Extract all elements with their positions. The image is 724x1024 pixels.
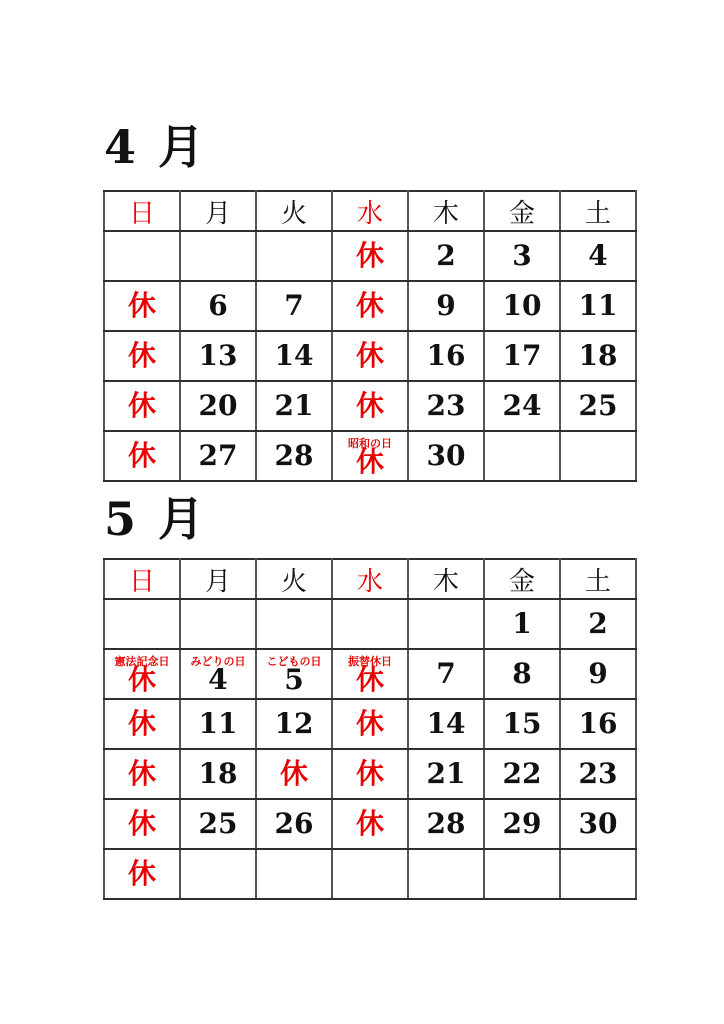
day-number: 18 [198,757,238,791]
day-number: 3 [512,239,532,273]
empty-day-cell [180,231,256,281]
empty-day-cell [256,599,332,649]
holiday-mark: 休 [127,662,156,696]
month-title-may: 5 月 [104,492,208,546]
day-number: 15 [502,707,542,741]
holiday-mark: 休 [355,339,384,373]
holiday-name-label: こどもの日 [266,654,322,668]
day-cell [180,649,256,699]
day-cell [484,331,560,381]
day-cell [104,799,180,849]
holiday-mark: 休 [355,389,384,423]
day-number: 29 [502,807,542,841]
day-number: 6 [208,289,228,323]
weekday-header: 水 [332,559,408,599]
day-number: 11 [578,289,618,323]
empty-day-cell [408,849,484,899]
weekday-header: 水 [332,191,408,231]
day-cell [408,649,484,699]
holiday-mark: 休 [279,757,308,791]
weekday-header: 土 [560,191,636,231]
weekday-header: 金 [484,559,560,599]
weekday-header: 木 [408,191,484,231]
empty-day-cell [484,431,560,481]
day-cell [484,281,560,331]
holiday-mark: 休 [127,807,156,841]
day-cell [256,281,332,331]
day-cell [180,381,256,431]
day-cell [408,381,484,431]
day-cell [180,281,256,331]
day-number: 7 [436,657,456,691]
day-cell [332,281,408,331]
day-cell [104,849,180,899]
day-cell [560,331,636,381]
holiday-mark: 休 [127,289,156,323]
day-cell [180,799,256,849]
day-cell [104,281,180,331]
day-cell [332,331,408,381]
calendar-table-may [103,558,637,900]
day-number: 17 [502,339,542,373]
day-number: 23 [578,757,618,791]
day-cell [484,231,560,281]
day-cell [256,649,332,699]
day-cell [408,699,484,749]
weekday-header: 月 [180,191,256,231]
weekday-header: 金 [484,191,560,231]
day-cell [560,699,636,749]
day-cell [560,281,636,331]
week-row [104,749,636,799]
holiday-name-label: 振替休日 [348,654,392,668]
holiday-mark: 休 [355,757,384,791]
empty-day-cell [408,599,484,649]
day-number: 5 [284,662,304,696]
weekday-header: 土 [560,559,636,599]
day-number: 12 [274,707,314,741]
empty-day-cell [332,599,408,649]
empty-day-cell [180,599,256,649]
week-row [104,849,636,899]
day-cell [484,381,560,431]
day-number: 9 [588,657,608,691]
day-number: 26 [274,807,314,841]
holiday-name-label: 昭和の日 [348,436,392,450]
week-row [104,599,636,649]
day-cell [180,331,256,381]
day-cell [256,749,332,799]
day-cell [256,799,332,849]
day-cell [256,431,332,481]
day-cell [104,331,180,381]
day-cell [560,599,636,649]
day-number: 28 [426,807,466,841]
empty-day-cell [256,231,332,281]
week-row [104,699,636,749]
day-number: 23 [426,389,466,423]
day-cell [408,331,484,381]
day-number: 30 [426,439,466,473]
holiday-mark: 休 [355,289,384,323]
day-cell [104,649,180,699]
weekday-header: 木 [408,559,484,599]
holiday-mark: 休 [355,239,384,273]
day-number: 24 [502,389,542,423]
weekday-header-row [104,559,636,599]
day-cell [104,699,180,749]
day-cell [484,599,560,649]
day-number: 28 [274,439,314,473]
day-cell [256,331,332,381]
day-number: 22 [502,757,542,791]
holiday-mark: 休 [127,389,156,423]
day-cell [332,699,408,749]
day-cell [484,799,560,849]
week-row [104,331,636,381]
day-cell [560,799,636,849]
day-cell [332,799,408,849]
day-cell [408,281,484,331]
day-number: 2 [436,239,456,273]
day-cell [408,799,484,849]
empty-day-cell [560,849,636,899]
day-cell [332,431,408,481]
day-cell [256,381,332,431]
empty-day-cell [484,849,560,899]
day-cell [484,649,560,699]
holiday-name-label: 憲法記念日 [114,654,170,668]
day-number: 25 [578,389,618,423]
holiday-mark: 休 [355,807,384,841]
day-number: 11 [198,707,238,741]
holiday-mark: 休 [127,439,156,473]
day-cell [104,381,180,431]
day-number: 25 [198,807,238,841]
day-number: 14 [274,339,314,373]
day-cell [104,431,180,481]
day-cell [408,231,484,281]
day-cell [332,749,408,799]
day-number: 13 [198,339,238,373]
empty-day-cell [560,431,636,481]
day-number: 21 [274,389,314,423]
day-number: 4 [588,239,608,273]
day-number: 10 [502,289,542,323]
day-cell [484,749,560,799]
day-cell [180,431,256,481]
month-title-april: 4 月 [104,120,208,174]
day-cell [408,431,484,481]
day-number: 16 [426,339,466,373]
holiday-mark: 休 [355,662,384,696]
weekday-header: 日 [104,191,180,231]
day-number: 2 [588,607,608,641]
day-cell [256,699,332,749]
day-number: 20 [198,389,238,423]
day-number: 9 [436,289,456,323]
day-number: 21 [426,757,466,791]
weekday-header: 火 [256,559,332,599]
holiday-mark: 休 [355,707,384,741]
day-number: 14 [426,707,466,741]
day-cell [332,649,408,699]
day-cell [560,231,636,281]
day-number: 7 [284,289,304,323]
empty-day-cell [332,849,408,899]
empty-day-cell [256,849,332,899]
holiday-mark: 休 [355,444,384,478]
weekday-header: 火 [256,191,332,231]
holiday-mark: 休 [127,857,156,891]
day-cell [104,749,180,799]
empty-day-cell [104,231,180,281]
day-cell [484,699,560,749]
day-number: 16 [578,707,618,741]
holiday-mark: 休 [127,757,156,791]
week-row [104,381,636,431]
day-cell [560,749,636,799]
day-number: 18 [578,339,618,373]
day-number: 4 [208,662,228,696]
day-number: 8 [512,657,532,691]
week-row [104,799,636,849]
day-cell [560,649,636,699]
day-cell [560,381,636,431]
day-cell [332,381,408,431]
holiday-mark: 休 [127,339,156,373]
day-number: 30 [578,807,618,841]
holiday-name-label: みどりの日 [190,654,246,668]
week-row [104,649,636,699]
day-cell [408,749,484,799]
day-cell [180,699,256,749]
weekday-header-row [104,191,636,231]
week-row [104,281,636,331]
day-number: 1 [512,607,532,641]
day-cell [180,749,256,799]
day-cell [332,231,408,281]
weekday-header: 月 [180,559,256,599]
empty-day-cell [104,599,180,649]
week-row [104,231,636,281]
weekday-header: 日 [104,559,180,599]
week-row [104,431,636,481]
holiday-mark: 休 [127,707,156,741]
calendar-table-april [103,190,637,482]
day-number: 27 [198,439,238,473]
empty-day-cell [180,849,256,899]
